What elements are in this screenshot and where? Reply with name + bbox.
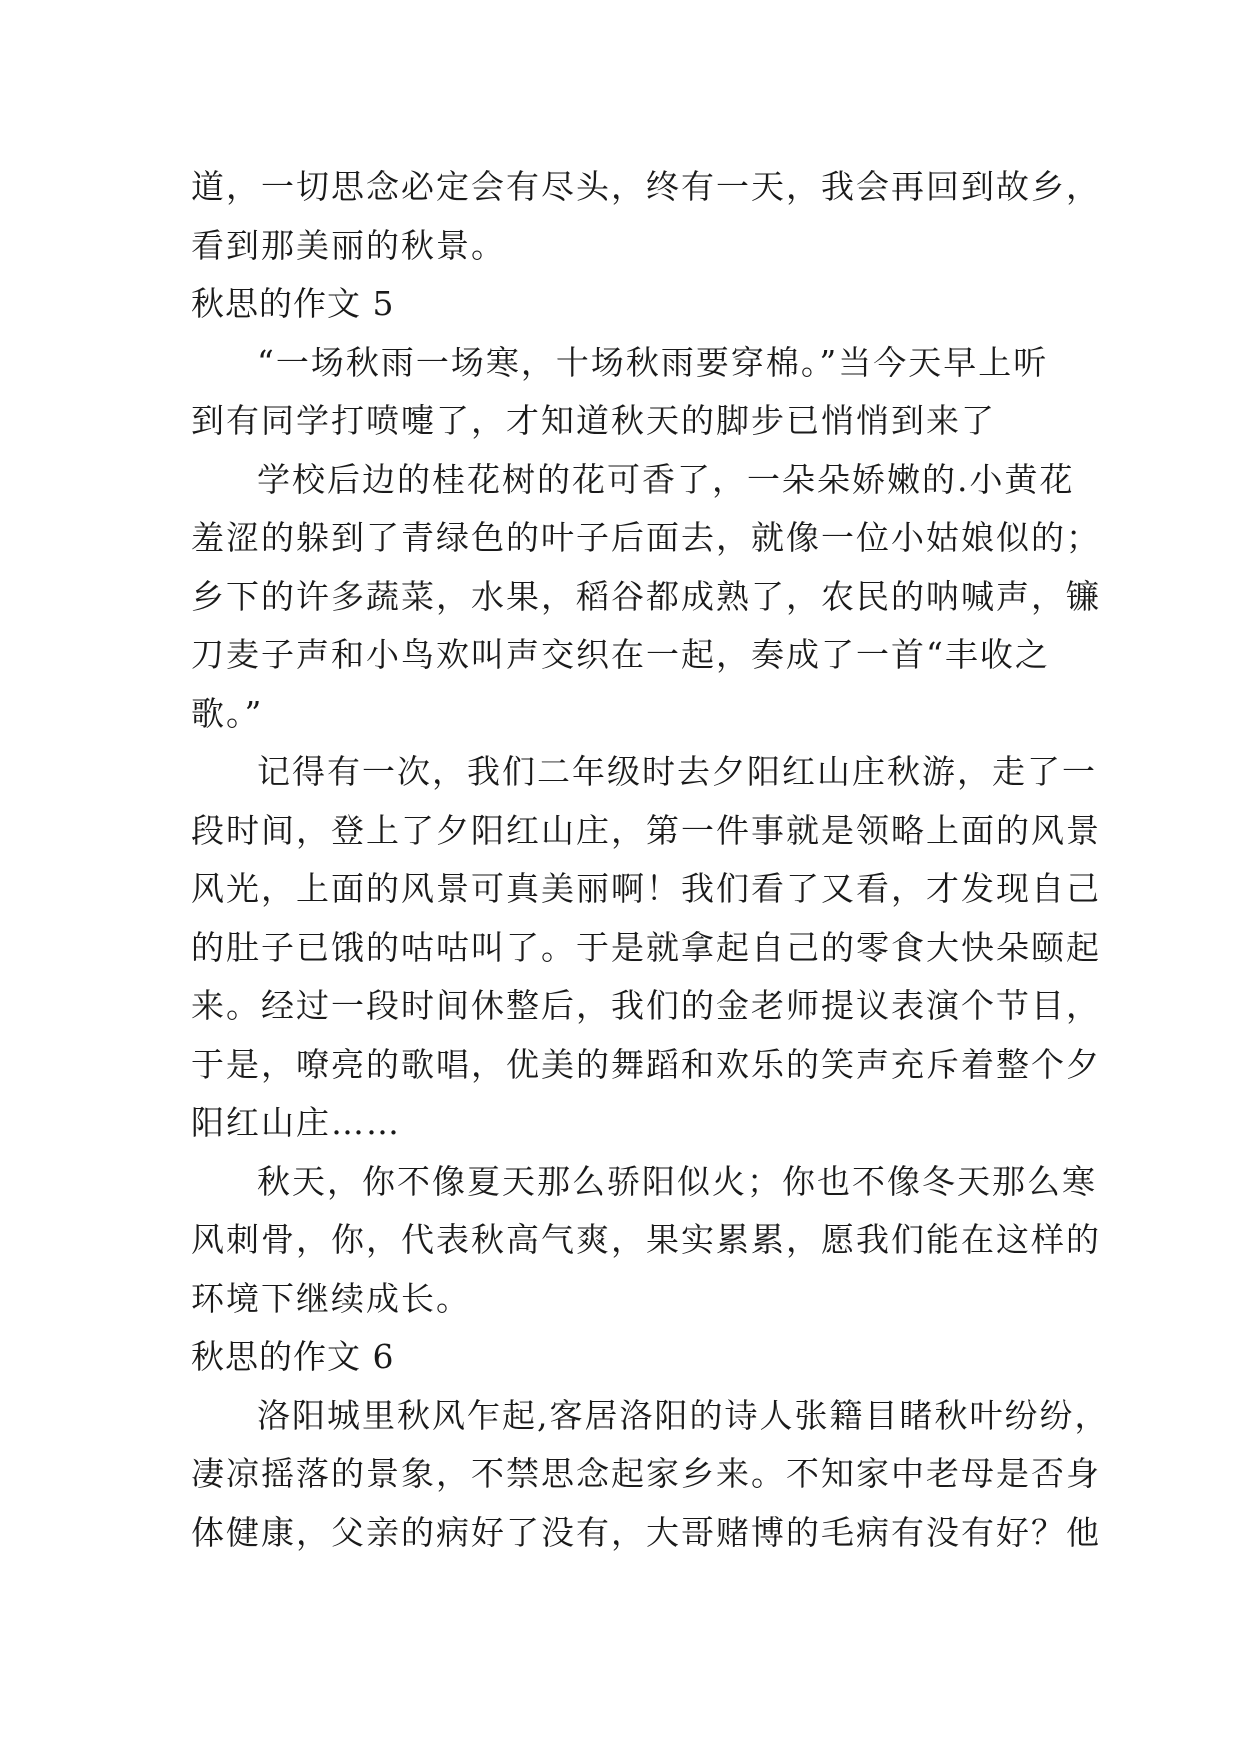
- section-heading-6: 秋思的作文 6: [191, 1337, 395, 1376]
- paragraph-first-line: 学校后边的桂花树的花可香了，一朵朵娇嫩的.小黄花: [257, 459, 1075, 499]
- text-line: 刀麦子声和小鸟欢叫声交织在一起，奏成了一首“丰收之: [191, 635, 1050, 674]
- text-line: 体健康，父亲的病好了没有，大哥赌博的毛病有没有好？他: [191, 1512, 1101, 1552]
- text-line: 乡下的许多蔬菜，水果，稻谷都成熟了，农民的呐喊声，镰: [191, 576, 1101, 616]
- text-line: 到有同学打喷嚏了，才知道秋天的脚步已悄悄到来了: [191, 401, 996, 440]
- text-line: 段时间，登上了夕阳红山庄，第一件事就是领略上面的风景: [191, 810, 1101, 850]
- text-line: 看到那美丽的秋景。: [191, 225, 506, 265]
- text-line: 凄凉摇落的景象，不禁思念起家乡来。不知家中老母是否身: [191, 1454, 1101, 1493]
- paragraph-first-line: “一场秋雨一场寒，十场秋雨要穿棉。”当今天早上听: [257, 342, 1049, 382]
- text-line: 歌。”: [191, 693, 264, 733]
- section-heading-5: 秋思的作文 5: [191, 284, 395, 323]
- text-line: 环境下继续成长。: [191, 1278, 471, 1318]
- text-line: 风刺骨，你，代表秋高气爽，果实累累，愿我们能在这样的: [191, 1220, 1101, 1259]
- text-line: 阳红山庄……: [191, 1103, 401, 1142]
- document-body: [191, 158, 1110, 1562]
- text-line: 于是，嘹亮的歌唱，优美的舞蹈和欢乐的笑声充斥着整个夕: [191, 1044, 1101, 1084]
- text-line: 的肚子已饿的咕咕叫了。于是就拿起自己的零食大快朵颐起: [191, 927, 1101, 967]
- text-line: 羞涩的躲到了青绿色的叶子后面去，就像一位小姑娘似的；: [191, 518, 1101, 557]
- text-line: 来。经过一段时间休整后，我们的金老师提议表演个节目，: [191, 986, 1101, 1025]
- paragraph-first-line: 洛阳城里秋风乍起,客居洛阳的诗人张籍目睹秋叶纷纷，: [257, 1395, 1110, 1435]
- text-line: 道，一切思念必定会有尽头，终有一天，我会再回到故乡，: [191, 167, 1101, 206]
- paragraph-first-line: 记得有一次，我们二年级时去夕阳红山庄秋游，走了一: [257, 752, 1097, 791]
- paragraph-first-line: 秋天，你不像夏天那么骄阳似火；你也不像冬天那么寒: [257, 1161, 1097, 1201]
- text-line: 风光，上面的风景可真美丽啊！我们看了又看，才发现自己: [191, 869, 1101, 908]
